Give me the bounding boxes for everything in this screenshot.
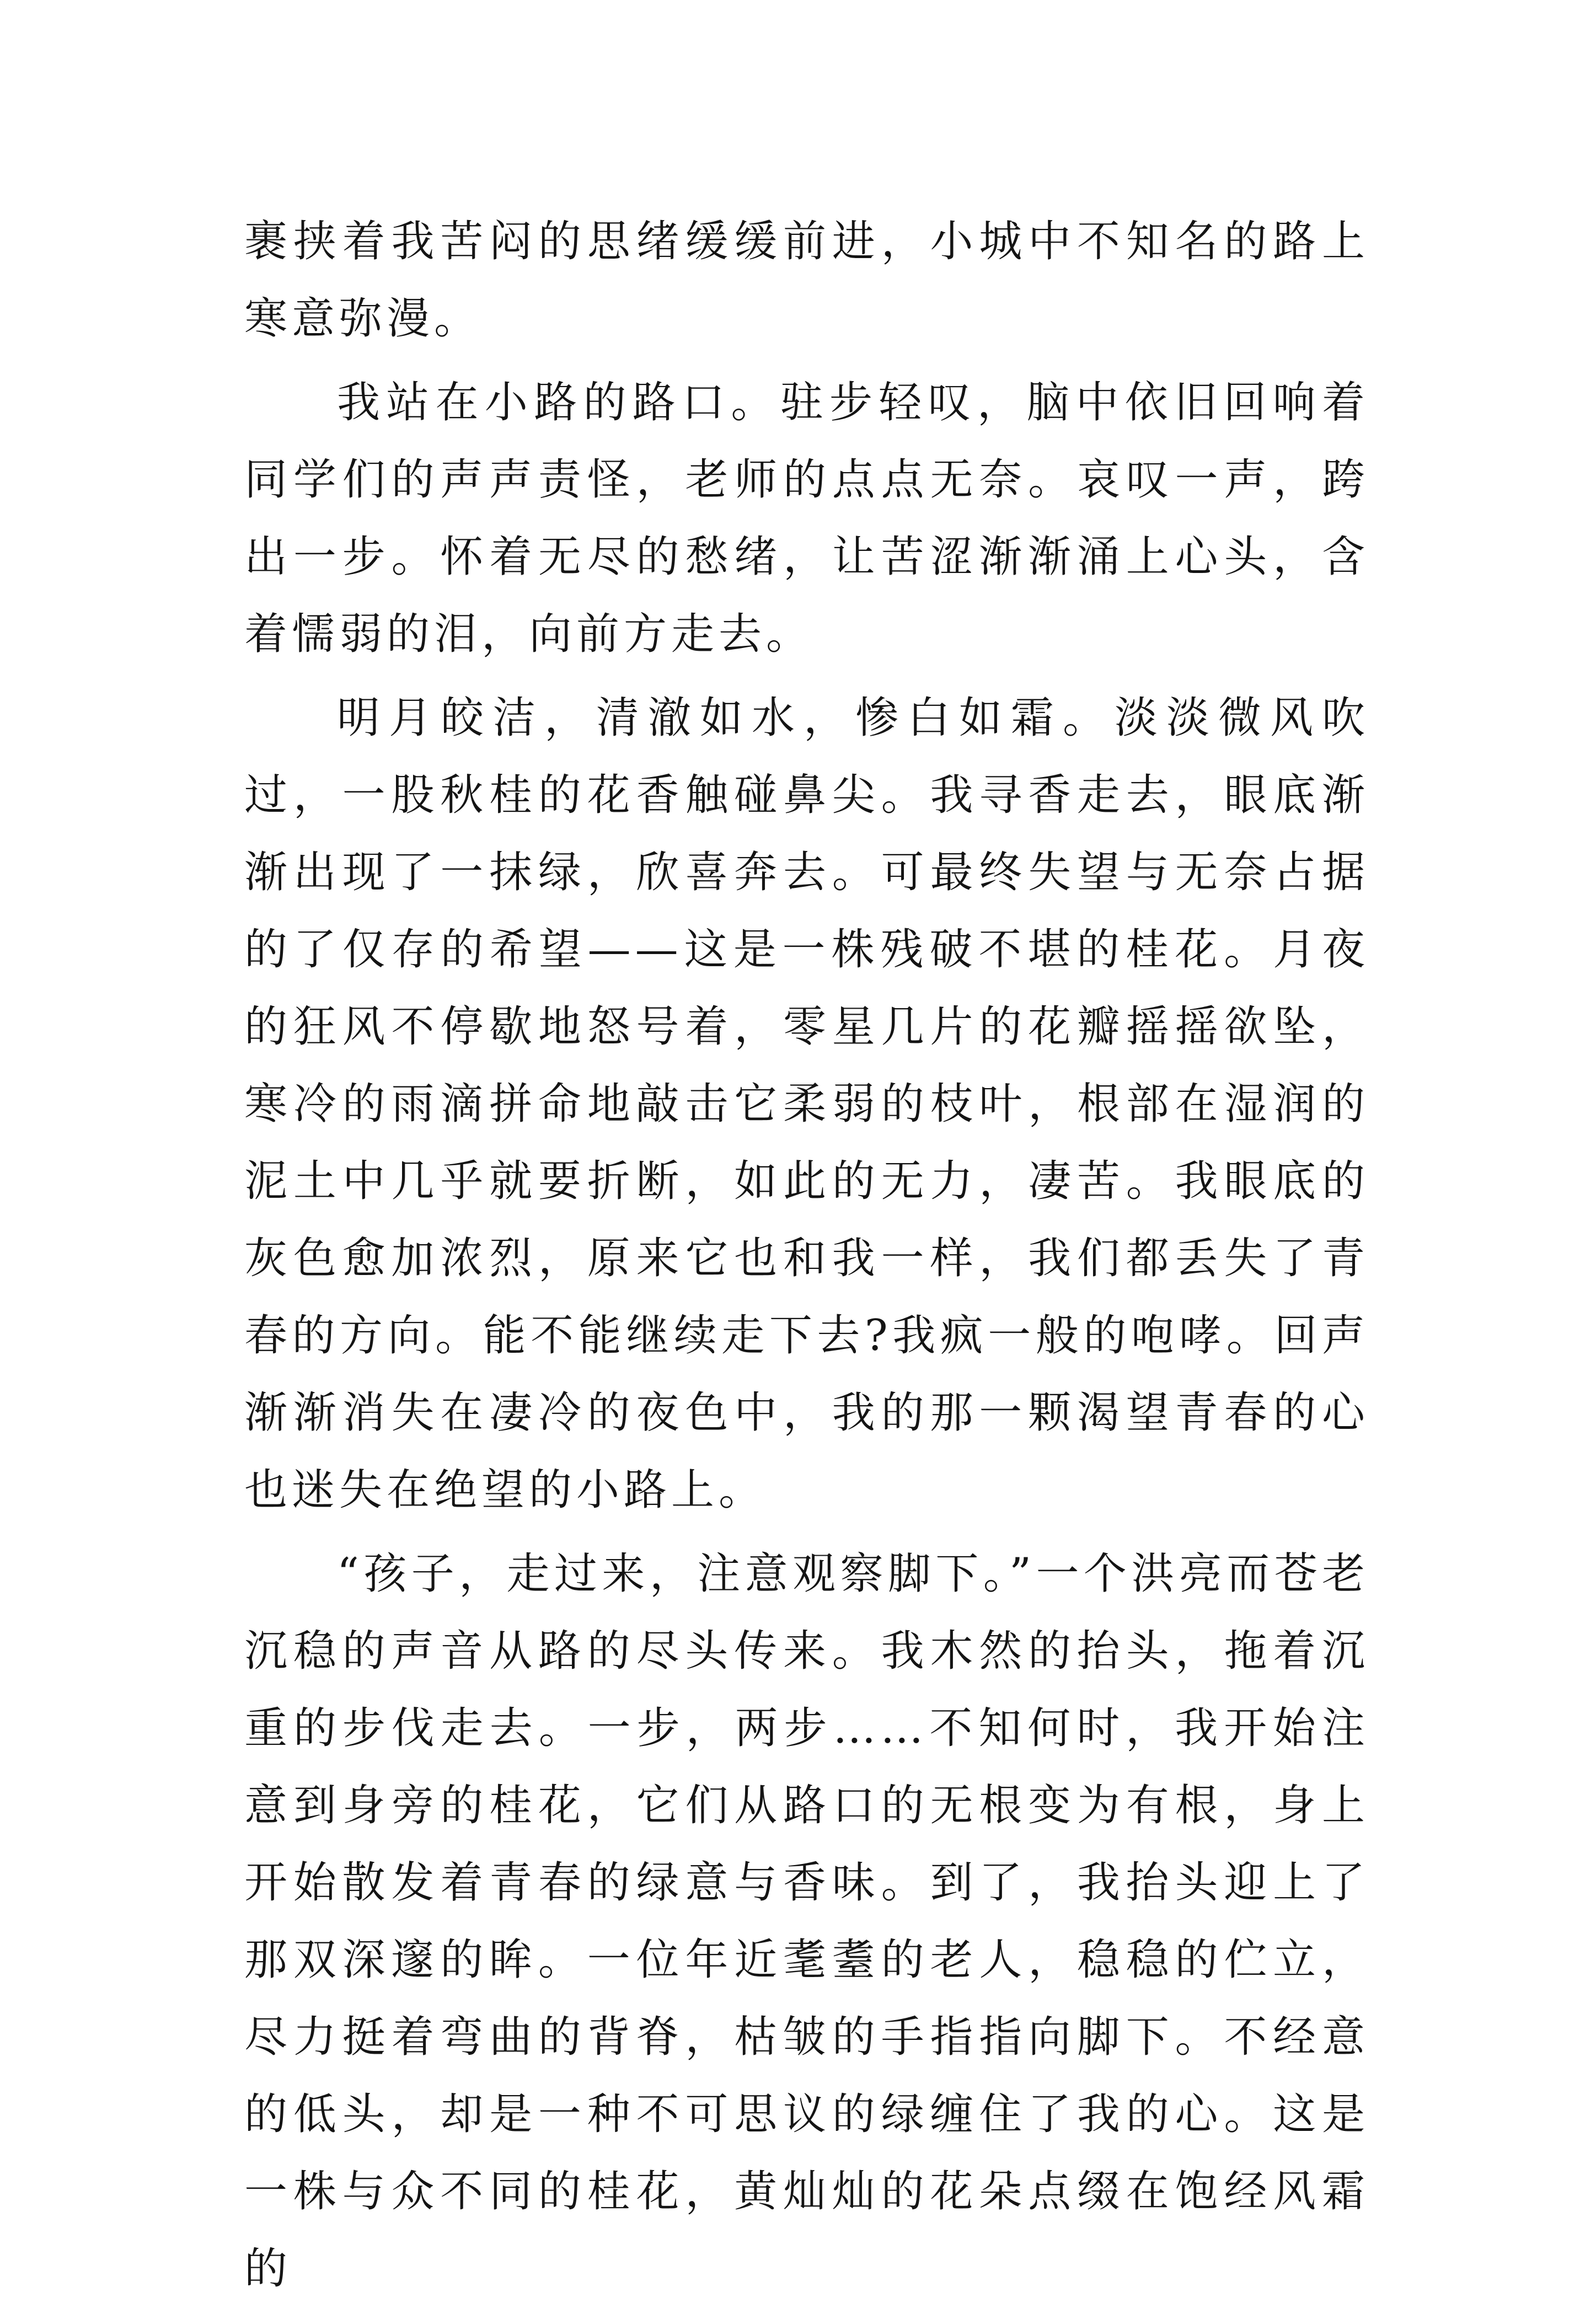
document-body bbox=[244, 203, 1369, 2314]
paragraph-4: “孩子，走过来，注意观察脚下。”一个洪亮而苍老沉稳的声音从路的尽头传来。我木然的抬头，拖着沉重的步伐走去。一步，两步……不知何时，我开始注意到身旁的桂花，它们从路口的无根变为有根，身上开始散发着青春的绿意与香味。到了，我抬头迎上了那双深邃的眸。一位年近耄耋的老人，稳稳的伫立，尽力挺着弯曲的背脊，枯皱的手指指向脚下。不经意的低头，却是一种不可思议的绿缠住了我的心。这是一株与众不同的桂花，黄灿灿的花朵点缀在饱经风霜的 bbox=[244, 1549, 1369, 2294]
paragraph-3: 明月皎洁，清澈如水，惨白如霜。淡淡微风吹过，一股秋桂的花香触碰鼻尖。我寻香走去，眼底渐渐出现了一抹绿，欣喜奔去。可最终失望与无奈占据的了仅存的希望——这是一株残破不堪的桂花。月夜的狂风不停歇地怒号着，零星几片的花瓣摇摇欲坠，寒冷的雨滴拼命地敲击它柔弱的枝叶，根部在湿润的泥土中几乎就要折断，如此的无力，凄苦。我眼底的灰色愈加浓烈，原来它也和我一样，我们都丢失了青春的方向。能不能继续走下去?我疯一般的咆哮。回声渐渐消失在凄冷的夜色中，我的那一颗渴望青春的心也迷失在绝望的小路上。 bbox=[244, 693, 1369, 1515]
paragraph-1: 裹挟着我苦闷的思绪缓缓前进，小城中不知名的路上寒意弥漫。 bbox=[244, 217, 1369, 344]
paragraph-2: 我站在小路的路口。驻步轻叹，脑中依旧回响着同学们的声声责怪，老师的点点无奈。哀叹一声，跨出一步。怀着无尽的愁绪，让苦涩渐渐涌上心头，含着懦弱的泪，向前方走去。 bbox=[244, 378, 1369, 659]
